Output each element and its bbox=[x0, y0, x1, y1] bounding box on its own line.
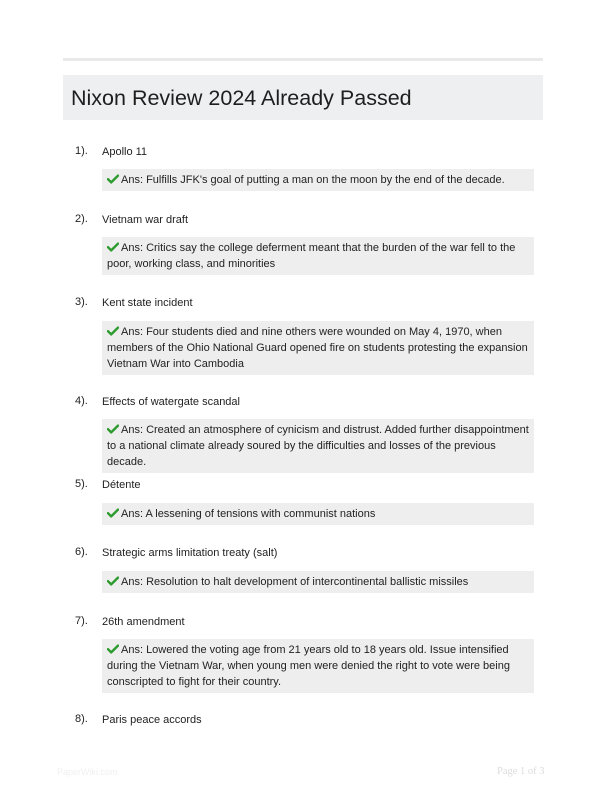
check-icon bbox=[107, 644, 119, 654]
question-number: 2). bbox=[75, 213, 88, 225]
question-number: 4). bbox=[75, 395, 88, 407]
check-icon bbox=[107, 326, 119, 336]
question-number: 5). bbox=[75, 478, 88, 490]
question-prompt: Vietnam war draft bbox=[102, 214, 189, 226]
check-icon bbox=[107, 242, 119, 252]
answer-box bbox=[102, 639, 534, 693]
answer-box bbox=[102, 321, 534, 375]
answer-text: Ans: Critics say the college deferment meant that the burden of the war fell to the poor, working class, and minorities bbox=[107, 242, 516, 270]
question-prompt: Détente bbox=[102, 479, 141, 491]
answer-box bbox=[102, 571, 534, 593]
page-title: Nixon Review 2024 Already Passed bbox=[71, 86, 412, 110]
question-prompt: 26th amendment bbox=[102, 616, 185, 628]
question-number: 1). bbox=[75, 145, 88, 157]
question-number: 8). bbox=[75, 713, 88, 725]
answer-text: Ans: Four students died and nine others were wounded on May 4, 1970, when members of the Ohio National Guard opened fire on students protesting the expansion Vietnam War into Cambodia bbox=[107, 326, 528, 370]
question-number: 7). bbox=[75, 615, 88, 627]
question-prompt: Strategic arms limitation treaty (salt) bbox=[102, 547, 278, 559]
answer-text: Ans: Created an atmosphere of cynicism and distrust. Added further disappointment to a national climate already soured by the difficulties and losses of the previous decade. bbox=[107, 424, 529, 468]
footer-watermark: PaperWiki.com bbox=[57, 767, 118, 777]
page-number: Page 1 of 3 bbox=[497, 766, 545, 777]
check-icon bbox=[107, 576, 119, 586]
answer-box bbox=[102, 419, 534, 473]
question-prompt: Apollo 11 bbox=[102, 146, 148, 158]
question-number: 3). bbox=[75, 296, 88, 308]
question-prompt: Paris peace accords bbox=[102, 714, 202, 726]
check-icon bbox=[107, 508, 119, 518]
top-divider bbox=[63, 58, 543, 61]
answer-text: Ans: A lessening of tensions with communist nations bbox=[121, 508, 376, 520]
answer-text: Ans: Lowered the voting age from 21 years old to 18 years old. Issue intensified during the Vietnam War, when young men were denied the right to vote were being conscripted to fight for their country. bbox=[107, 644, 510, 688]
answer-box bbox=[102, 237, 534, 275]
check-icon bbox=[107, 424, 119, 434]
check-icon bbox=[107, 174, 119, 184]
title-banner bbox=[63, 75, 543, 120]
question-prompt: Effects of watergate scandal bbox=[102, 396, 240, 408]
answer-box bbox=[102, 503, 534, 525]
answer-text: Ans: Fulfills JFK's goal of putting a man on the moon by the end of the decade. bbox=[121, 174, 505, 186]
question-prompt: Kent state incident bbox=[102, 297, 193, 309]
question-number: 6). bbox=[75, 546, 88, 558]
answer-box bbox=[102, 169, 534, 191]
answer-text: Ans: Resolution to halt development of intercontinental ballistic missiles bbox=[121, 576, 469, 588]
